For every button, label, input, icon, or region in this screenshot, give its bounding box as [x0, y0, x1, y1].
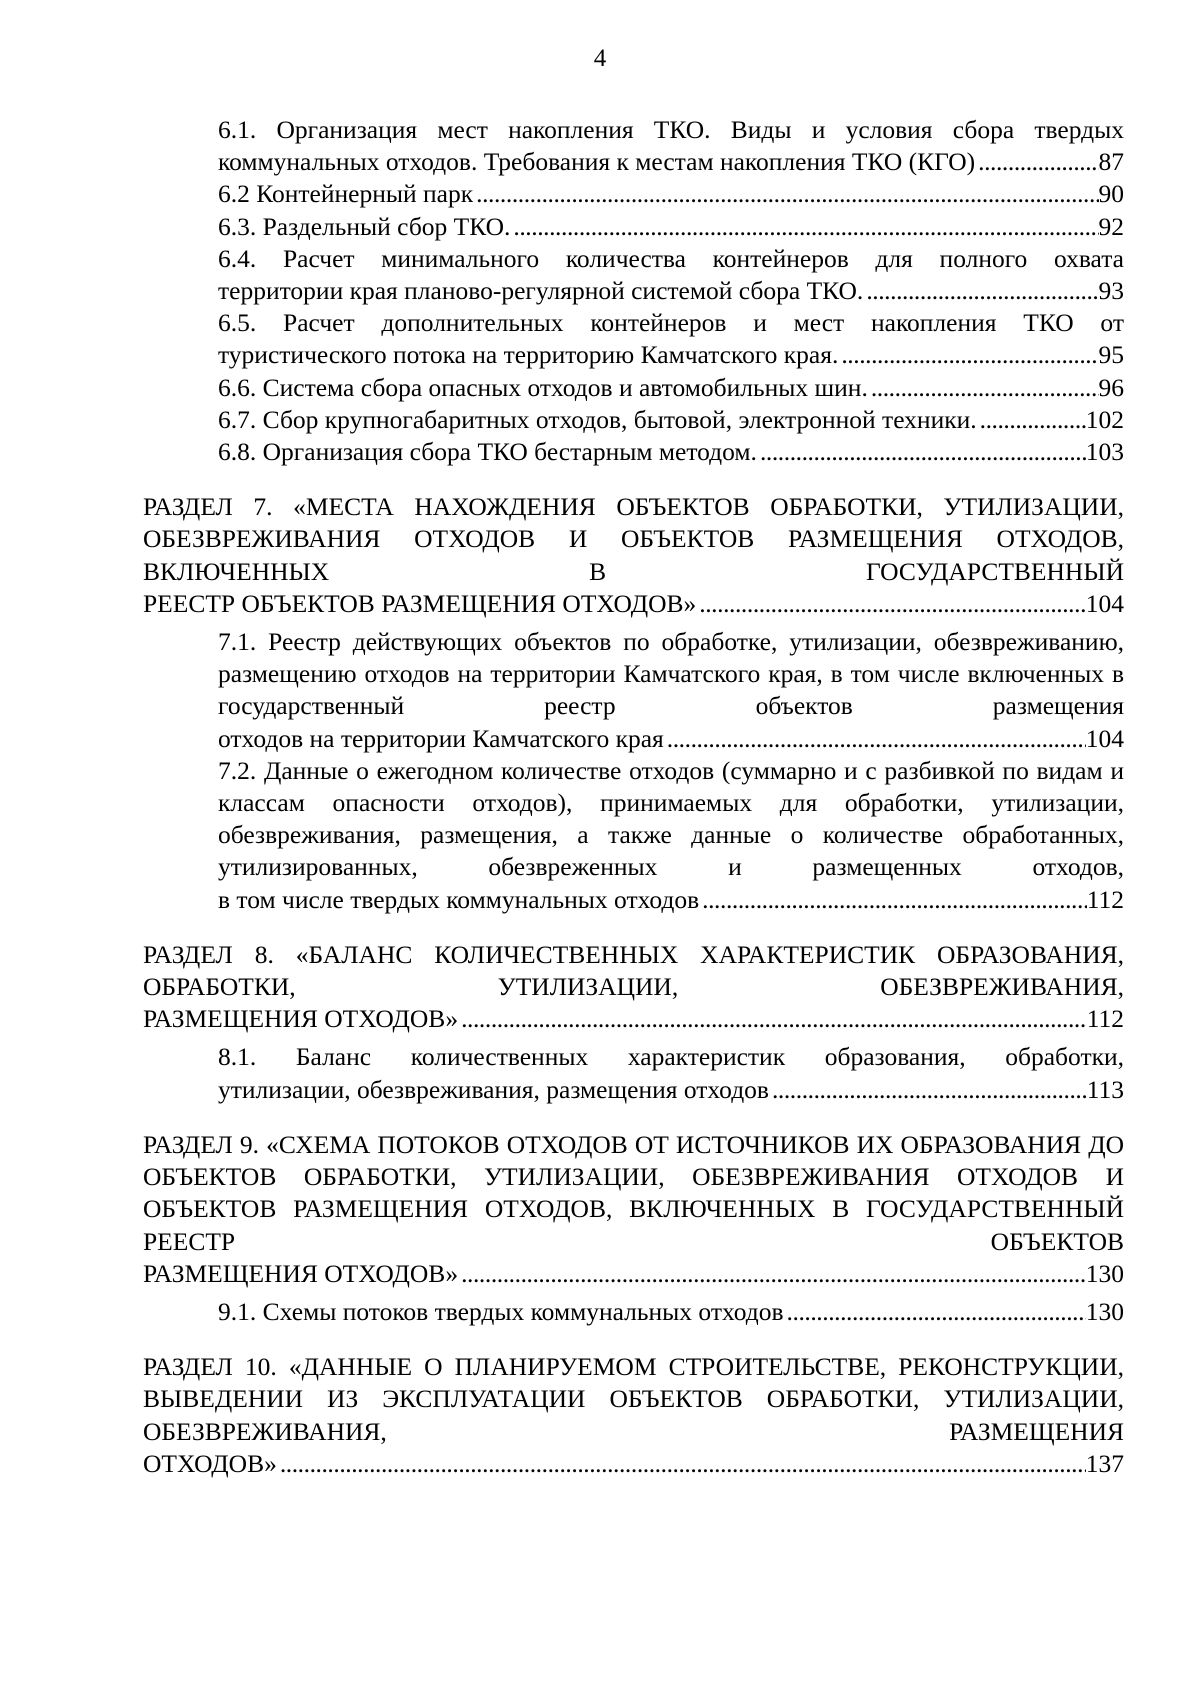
toc-section-text: РАЗДЕЛ 7. «МЕСТА НАХОЖДЕНИЯ ОБЪЕКТОВ ОБРАБОТКИ, УТИЛИЗАЦИИ, ОБЕЗВРЕЖИВАНИЯ ОТХОДОВ И ОБЪЕКТОВ РАЗМЕЩЕНИЯ ОТХОДОВ, ВКЛЮЧЕННЫХ В ГОСУДАРСТВЕННЫЙ: [143, 492, 1124, 586]
toc-entry-text: 8.1. Баланс количественных характеристик образования, обработки,: [218, 1042, 1124, 1072]
toc-section-7[interactable]: [143, 491, 1124, 620]
toc-entry-last-line: ОТХОДОВ»: [143, 1448, 277, 1478]
dot-leader: [473, 178, 1098, 210]
toc-entry-6-4[interactable]: [218, 243, 1124, 307]
toc-entry-last-line: 6.3. Раздельный сбор ТКО.: [218, 211, 511, 241]
toc-entry-last-line: 6.2 Контейнерный парк: [218, 179, 474, 209]
toc-entry-last-line: 6.7. Сбор крупногабаритных отходов, бытовой, электронной техники.: [218, 404, 977, 434]
toc-entry-9-1[interactable]: [218, 1296, 1124, 1328]
toc-entry-last-line: отходов на территории Камчатского края: [218, 723, 664, 753]
toc-entry-text: 7.2. Данные о ежегодном количестве отходов (суммарно и с разбивкой по видам и классам опасности отходов), принимаемых для обработки, утилизации, обезвреживания, размещения, а также данные о количестве обработанных, утилизированных, обезвреженных и размещенных отходов,: [218, 755, 1124, 882]
toc-page-number: 130: [1085, 1296, 1124, 1326]
toc-entry-text: 6.5. Расчет дополнительных контейнеров и мест накопления ТКО от: [218, 308, 1124, 338]
dot-leader: [838, 339, 1098, 371]
toc-section-9[interactable]: [143, 1129, 1124, 1290]
toc-entry-6-1[interactable]: [218, 114, 1124, 178]
toc-entry-8-1[interactable]: [218, 1041, 1124, 1105]
dot-leader: [458, 1003, 1087, 1035]
toc-entry-last-line: РАЗМЕЩЕНИЯ ОТХОДОВ»: [143, 1004, 459, 1034]
toc-entry-last-line: туристического потока на территорию Камчатского края.: [218, 340, 839, 370]
dot-leader: [769, 1074, 1087, 1106]
dot-leader: [868, 372, 1099, 404]
toc-entry-last-line: РЕЕСТР ОБЪЕКТОВ РАЗМЕЩЕНИЯ ОТХОДОВ»: [143, 588, 697, 618]
toc-page-number: 95: [1098, 340, 1124, 370]
toc-entry-last-line: 6.6. Система сбора опасных отходов и автомобильных шин.: [218, 372, 868, 402]
toc-page-number: 112: [1086, 1004, 1124, 1034]
toc-page-number: 130: [1085, 1258, 1124, 1288]
toc-section-text: РАЗДЕЛ 8. «БАЛАНС КОЛИЧЕСТВЕННЫХ ХАРАКТЕРИСТИК ОБРАЗОВАНИЯ, ОБРАБОТКИ, УТИЛИЗАЦИИ, ОБЕЗВРЕЖИВАНИЯ,: [143, 939, 1124, 1002]
toc-entry-7-2[interactable]: [218, 755, 1124, 916]
toc-section-text: РАЗДЕЛ 9. «СХЕМА ПОТОКОВ ОТХОДОВ ОТ ИСТОЧНИКОВ ИХ ОБРАЗОВАНИЯ ДО ОБЪЕКТОВ ОБРАБОТКИ, УТИЛИЗАЦИИ, ОБЕЗВРЕЖИВАНИЯ ОТХОДОВ И ОБЪЕКТОВ РАЗМЕЩЕНИЯ ОТХОДОВ, ВКЛЮЧЕННЫХ В ГОСУДАРСТВЕННЫЙ РЕЕСТР ОБЪЕКТОВ: [143, 1129, 1124, 1256]
toc-page-number: 87: [1098, 147, 1124, 177]
toc-entry-6-5[interactable]: [218, 307, 1124, 371]
dot-leader: [664, 723, 1086, 755]
toc-page-number: 96: [1098, 372, 1124, 402]
toc-section-10[interactable]: [143, 1351, 1124, 1480]
toc-section-text: РАЗДЕЛ 10. «ДАННЫЕ О ПЛАНИРУЕМОМ СТРОИТЕЛЬСТВЕ, РЕКОНСТРУКЦИИ, ВЫВЕДЕНИИ ИЗ ЭКСПЛУАТАЦИИ ОБЪЕКТОВ ОБРАБОТКИ, УТИЛИЗАЦИИ, ОБЕЗВРЕЖИВАНИЯ, РАЗМЕЩЕНИЯ: [143, 1352, 1124, 1446]
dot-leader: [277, 1448, 1086, 1480]
toc-entry-text: 6.1. Организация мест накопления ТКО. Виды и условия сбора твердых: [218, 115, 1124, 144]
dot-leader: [458, 1258, 1086, 1290]
toc-section-8[interactable]: [143, 939, 1124, 1036]
dot-leader: [975, 146, 1098, 178]
dot-leader: [757, 436, 1086, 468]
toc-entry-last-line: 9.1. Схемы потоков твердых коммунальных отходов: [218, 1296, 784, 1326]
toc-page-number: 102: [1085, 404, 1124, 434]
toc-entry-last-line: в том числе твердых коммунальных отходов: [218, 884, 700, 914]
dot-leader: [510, 211, 1098, 243]
toc-entry-last-line: территории края планово-регулярной системой сбора ТКО.: [218, 276, 864, 306]
toc-entry-text: 6.4. Расчет минимального количества контейнеров для полного охвата: [218, 243, 1124, 273]
dot-leader: [863, 275, 1098, 307]
toc-page-number: 112: [1086, 884, 1124, 914]
toc-entry-6-2[interactable]: [218, 178, 1124, 210]
dot-leader: [699, 884, 1087, 916]
dot-leader: [977, 404, 1086, 436]
dot-leader: [696, 588, 1085, 620]
page-number: 4: [593, 45, 607, 72]
toc-entry-last-line: 6.8. Организация сбора ТКО бестарным методом.: [218, 437, 757, 467]
toc-page-number: 137: [1085, 1448, 1124, 1478]
toc-entry-6-3[interactable]: [218, 211, 1124, 243]
toc-entry-6-7[interactable]: [218, 404, 1124, 436]
toc-entry-6-6[interactable]: [218, 372, 1124, 404]
toc-page-number: 104: [1085, 723, 1124, 753]
dot-leader: [784, 1296, 1086, 1328]
toc-entry-last-line: утилизации, обезвреживания, размещения отходов: [218, 1074, 769, 1104]
toc-entry-6-8[interactable]: [218, 436, 1124, 468]
table-of-contents: [143, 114, 1124, 1486]
toc-entry-text: 7.1. Реестр действующих объектов по обработке, утилизации, обезвреживанию, размещению отходов на территории Камчатского края, в том числе включенных в государственный реестр объектов размещения: [218, 627, 1124, 721]
toc-entry-last-line: РАЗМЕЩЕНИЯ ОТХОДОВ»: [143, 1258, 459, 1288]
toc-page-number: 93: [1098, 276, 1124, 306]
toc-entry-7-1[interactable]: [218, 626, 1124, 755]
toc-page-number: 103: [1085, 437, 1124, 467]
toc-entry-last-line: коммунальных отходов. Требования к местам накопления ТКО (КГО): [218, 147, 976, 177]
toc-page-number: 92: [1098, 211, 1124, 241]
toc-page-number: 104: [1085, 588, 1124, 618]
toc-page-number: 113: [1086, 1074, 1124, 1104]
toc-page-number: 90: [1098, 179, 1124, 209]
